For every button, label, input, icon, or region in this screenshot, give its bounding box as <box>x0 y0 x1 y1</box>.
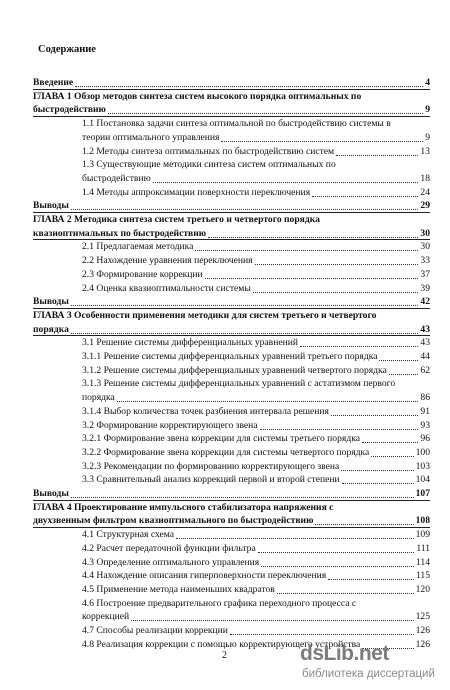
toc-page-number: 42 <box>420 296 430 308</box>
toc-rule <box>33 212 430 213</box>
toc-page-number: 62 <box>420 364 430 376</box>
toc-dot-leader <box>315 524 414 525</box>
toc-rule <box>33 500 430 501</box>
toc-dot-leader <box>300 346 418 347</box>
toc-page-number: 103 <box>415 460 430 472</box>
toc-entry: двухзвенным фильтром квазиоптимального по быстродействию <box>33 515 314 527</box>
toc-rule <box>33 527 430 528</box>
toc-page-number: 33 <box>420 255 430 267</box>
toc-entry: 3.1.3 Решение системы дифференциальных уравнений с астатизмом первого <box>82 378 396 390</box>
toc-page-number: 96 <box>420 433 430 445</box>
toc-entry: 2.3 Формирование коррекции <box>82 268 203 280</box>
toc-entry: 4.3 Определение оптимального управления <box>82 556 260 568</box>
toc-page-number: 86 <box>420 392 430 404</box>
toc-dot-leader <box>342 483 414 484</box>
toc-entry: ГЛАВА 1 Обзор методов синтеза систем высокого порядка оптимальных по <box>33 90 362 102</box>
toc-page-number: 100 <box>415 446 430 458</box>
toc-dot-leader <box>312 196 418 197</box>
toc-entry: Введение <box>33 77 74 88</box>
toc-dot-leader <box>75 86 423 87</box>
toc-entry: порядка <box>33 323 69 335</box>
toc-entry: 3.3 Сравнительный анализ коррекций первой и второй степени <box>82 474 340 486</box>
toc-entry: 3.1.4 Выбор количества точек разбиения интервала решения <box>82 405 329 417</box>
toc-page-number: 109 <box>415 529 430 541</box>
toc-dot-leader <box>221 141 423 142</box>
toc-entry: порядка <box>82 392 115 404</box>
toc-dot-leader <box>153 182 418 183</box>
toc-page-number: 111 <box>416 542 430 554</box>
toc-page-number: 126 <box>415 625 430 636</box>
toc-page-number: 18 <box>420 172 430 184</box>
toc-entry: 4.4 Нахождение описания гиперповерхности переключения <box>82 570 327 582</box>
toc-entry: 2.2 Нахождение уравнения переключения <box>82 255 253 267</box>
toc-page-number: 44 <box>420 351 430 362</box>
watermark-logo-text: dsLib.net <box>300 642 389 665</box>
toc-page-number: 30 <box>420 227 430 239</box>
toc-page-number: 9 <box>425 131 430 143</box>
toc-entry: ГЛАВА 3 Особенности применения методики для систем третьего и четвертого <box>33 309 377 321</box>
toc-page-number: 37 <box>420 268 430 280</box>
toc-entry: Выводы <box>33 296 69 308</box>
toc-page-number: 108 <box>415 515 430 527</box>
toc-entry: быстродействию <box>33 104 106 116</box>
toc-rule <box>33 239 430 240</box>
toc-entry: 2.1 Предлагаемая методика <box>82 241 194 253</box>
toc-dot-leader <box>260 429 418 430</box>
toc-entry: 4.8 Реализация коррекции с помощью корректирующего устройства <box>82 638 361 650</box>
toc-dot-leader <box>371 456 414 457</box>
toc-dot-leader <box>71 209 418 210</box>
toc-dot-leader <box>261 566 414 567</box>
toc-page-number: 125 <box>415 611 430 623</box>
toc-entry: 4.5 Применение метода наименьших квадратов <box>82 583 275 595</box>
toc-page-number: 43 <box>420 323 430 335</box>
toc-page-number: 126 <box>415 638 430 650</box>
toc-entry: 3.2 Формирование корректирующего звена <box>82 419 258 431</box>
toc-dot-leader <box>71 333 418 334</box>
toc-entry: Выводы <box>33 200 69 212</box>
toc-dot-leader <box>176 538 414 539</box>
toc-page-number: 30 <box>420 241 430 253</box>
toc-dot-leader <box>331 415 418 416</box>
toc-entry: 3.2.3 Рекомендации по формированию корректирующего звена <box>82 460 340 472</box>
toc-dot-leader <box>131 620 414 621</box>
toc-dot-leader <box>117 401 418 402</box>
toc-page-number: 104 <box>415 474 430 486</box>
toc-dot-leader <box>258 552 414 553</box>
toc-entry: 3.2.2 Формирование звена коррекции для системы четвертого порядка <box>82 446 370 458</box>
toc-dot-leader <box>253 292 418 293</box>
toc-dot-leader <box>389 374 418 375</box>
toc-rule <box>33 89 430 90</box>
toc-entry: 1.3 Существующие методики синтеза систем оптимальных по <box>82 159 336 171</box>
toc-dot-leader <box>230 634 414 635</box>
toc-dot-leader <box>379 360 418 361</box>
toc-page-number: 4 <box>425 77 430 88</box>
toc-dot-leader <box>255 264 418 265</box>
toc-entry: Выводы <box>33 488 69 499</box>
toc-rule <box>33 308 430 309</box>
toc-page-number: 93 <box>420 419 430 431</box>
toc-entry: 1.4 Методы аппроксимации поверхности переключения <box>82 186 311 198</box>
toc-entry: ГЛАВА 2 Методика синтеза систем третьего и четвертого порядка <box>33 214 320 225</box>
toc-dot-leader <box>336 155 418 156</box>
toc-page-number: 9 <box>425 104 430 116</box>
toc-dot-leader <box>328 579 414 580</box>
toc-page-number: 114 <box>415 556 430 568</box>
toc-entry: теории оптимального управления <box>82 131 220 143</box>
toc-dot-leader <box>362 442 418 443</box>
toc-entry: 3.1.2 Решение системы дифференциальных уравнений четвертого порядка <box>82 364 387 376</box>
toc-entry: 1.2 Методы синтеза оптимальных по быстродействию систем <box>82 145 335 157</box>
toc-page-number: 107 <box>415 488 430 499</box>
toc-entry: 1.1 Постановка задачи синтеза оптимальной по быстродействию системы в <box>82 118 391 130</box>
toc-entry: 4.2 Расчет передаточной функции фильтра <box>82 542 256 554</box>
toc-page-number: 43 <box>420 337 430 349</box>
toc-page-number: 39 <box>420 282 430 294</box>
toc-rule <box>33 335 430 336</box>
toc-page-number: 120 <box>415 583 430 595</box>
toc-entry: 4.1 Структурная схема <box>82 529 175 541</box>
toc-page-number: 13 <box>420 145 430 157</box>
toc-entry: 3.2.1 Формирование звена коррекции для системы третьего порядка <box>82 433 360 445</box>
toc-entry: 4.7 Способы реализации коррекции <box>82 625 228 636</box>
toc-dot-leader <box>341 470 414 471</box>
toc-heading: Содержание <box>38 44 96 55</box>
toc-entry: 3.1.1 Решение системы дифференциальных уравнений третьего порядка <box>82 351 378 362</box>
toc-entry: 4.6 Построение предварительного графика переходного процесса с <box>82 597 357 609</box>
toc-dot-leader <box>71 497 414 498</box>
toc-dot-leader <box>71 305 418 306</box>
toc-entry: быстродействию <box>82 172 151 184</box>
toc-rule <box>33 116 430 117</box>
toc-dot-leader <box>277 593 414 594</box>
toc-page-number: 29 <box>420 200 430 212</box>
toc-dot-leader <box>195 250 418 251</box>
toc-entry: квазиоптимальных по быстродействию <box>33 227 207 239</box>
toc-page-number: 24 <box>420 186 430 198</box>
toc-page-number: 115 <box>415 570 430 582</box>
toc-entry: коррекцией <box>82 611 130 623</box>
toc-dot-leader <box>205 278 418 279</box>
toc-dot-leader <box>108 113 423 114</box>
toc-dot-leader <box>208 237 418 238</box>
watermark-logo <box>300 640 442 684</box>
watermark-subtitle: библиотека диссертаций <box>302 668 435 680</box>
toc-entry: ГЛАВА 4 Проектирование импульсного стабилизатора напряжения с <box>33 501 334 513</box>
toc-entry: 2.4 Оценка квазиоптимальности системы <box>82 282 251 294</box>
toc-page-number: 91 <box>420 405 430 417</box>
toc-entry: 3.1 Решение системы дифференциальных уравнений <box>82 337 299 349</box>
page-number: 2 <box>222 650 227 661</box>
